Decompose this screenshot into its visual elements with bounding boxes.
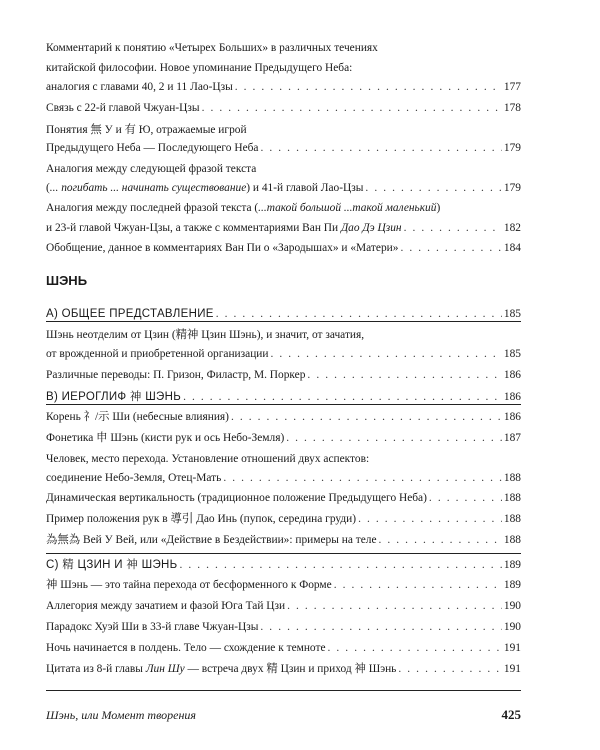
text-part: Аналогия между последней фразой текста ( xyxy=(46,202,259,214)
toc-entry-page: 188 xyxy=(503,534,521,546)
toc-entry-page: 185 xyxy=(503,348,521,360)
leader-dots xyxy=(231,410,502,424)
toc-entry xyxy=(46,41,521,55)
group-rule xyxy=(46,553,521,554)
leader-dots xyxy=(202,101,502,115)
toc-entry-page: 190 xyxy=(503,600,521,612)
leader-dots xyxy=(400,241,501,255)
toc-entry-text: Динамическая вертикальность (традиционное положение Предыдущего Неба) xyxy=(46,492,427,504)
toc-entry xyxy=(46,662,521,676)
toc-entry-text: 神 Шэнь — это тайна перехода от бесформенного к Форме xyxy=(46,579,332,591)
group-heading xyxy=(46,307,521,321)
toc-entry-text xyxy=(46,221,404,235)
leader-dots xyxy=(179,558,501,572)
toc-entry-text: Предыдущего Неба — Последующего Неба xyxy=(46,142,259,154)
toc-entry-text: Пример положения рук в 導引 Дао Инь (пупок, середина груди) xyxy=(46,513,357,525)
section-title: ШЭНЬ xyxy=(46,273,88,288)
toc-entry-text xyxy=(46,662,398,676)
toc-entry xyxy=(46,641,521,655)
toc-entry xyxy=(46,347,521,361)
toc-entry xyxy=(46,328,521,342)
leader-dots xyxy=(287,599,502,613)
toc-entry xyxy=(46,241,521,255)
toc-entry-page: 191 xyxy=(503,663,521,675)
toc-entry xyxy=(46,410,521,424)
toc-entry-page: 190 xyxy=(503,621,521,633)
group-heading-page: 185 xyxy=(503,308,521,320)
toc-entry xyxy=(46,471,521,485)
group-heading-text: B) ИЕРОГЛИФ 神 ШЭНЬ xyxy=(46,391,182,403)
group-heading-page: 189 xyxy=(503,559,521,571)
text-part: ) xyxy=(436,202,441,214)
toc-entry-text: Связь с 22-й главой Чжуан-Цзы xyxy=(46,102,200,114)
leader-dots xyxy=(365,181,501,195)
toc-entry xyxy=(46,578,521,592)
toc-entry-text: Шэнь неотделим от Цзин (精神 Цзин Шэнь), и значит, от зачатия, xyxy=(46,329,365,341)
toc-entry xyxy=(46,452,521,466)
toc-entry-page: 191 xyxy=(503,642,521,654)
toc-entry-page: 188 xyxy=(503,492,521,504)
group-rule xyxy=(46,321,521,322)
toc-entry xyxy=(46,533,521,547)
toc-entry xyxy=(46,368,521,382)
toc-entry-text: Человек, место перехода. Установление отношений двух аспектов: xyxy=(46,453,370,465)
toc-entry xyxy=(46,80,521,94)
toc-entry-page: 178 xyxy=(503,102,521,114)
toc-entry-text: Парадокс Хуэй Ши в 33-й главе Чжуан-Цзы xyxy=(46,621,259,633)
group-rule xyxy=(46,404,521,405)
toc-entry-text: Фонетика 申 Шэнь (кисти рук и ось Небо-Земля) xyxy=(46,432,285,444)
leader-dots xyxy=(286,431,502,445)
toc-entry xyxy=(46,221,521,235)
leader-dots xyxy=(398,662,502,676)
toc-entry xyxy=(46,512,521,526)
toc-entry xyxy=(46,101,521,115)
leader-dots xyxy=(429,491,502,505)
toc-entry xyxy=(46,431,521,445)
toc-entry-text: китайской философии. Новое упоминание Предыдущего Неба: xyxy=(46,62,353,74)
toc-entry-text: соединение Небо-Земля, Отец-Мать xyxy=(46,472,222,484)
leader-dots xyxy=(328,641,502,655)
toc-entry-page: 188 xyxy=(503,513,521,525)
leader-dots xyxy=(235,80,502,94)
leader-dots xyxy=(260,141,501,155)
text-part: и 23-й главой Чжуан-Цзы, а также с комментариями Ван Пи xyxy=(46,222,341,234)
toc-entry-text: Различные переводы: П. Гризон, Филастр, М. Поркер xyxy=(46,369,306,381)
toc-entry-page: 182 xyxy=(503,222,521,234)
footer-rule xyxy=(46,690,521,691)
toc-entry-text: Корень 礻/示 Ши (небесные влияния) xyxy=(46,411,229,423)
toc-entry xyxy=(46,141,521,155)
toc-entry-page: 188 xyxy=(503,472,521,484)
toc-entry-page: 189 xyxy=(503,579,521,591)
toc-entry-text: от врожденной и приобретенной организации xyxy=(46,348,269,360)
text-italic: ...такой большой ...такой маленький xyxy=(258,202,437,214)
toc-entry xyxy=(46,201,521,215)
toc-entry xyxy=(46,491,521,505)
leader-dots xyxy=(271,347,502,361)
toc-entry xyxy=(46,123,521,137)
toc-entry xyxy=(46,61,521,75)
leader-dots xyxy=(358,512,502,526)
leader-dots xyxy=(216,307,502,321)
toc-entry-page: 187 xyxy=(503,432,521,444)
toc-entry-page: 184 xyxy=(503,242,521,254)
toc-entry xyxy=(46,162,521,176)
leader-dots xyxy=(183,390,502,404)
toc-entry-text: Комментарий к понятию «Четырех Больших» в различных течениях xyxy=(46,42,378,54)
toc-entry-text: Обобщение, данное в комментариях Ван Пи о «Зародышах» и «Матери» xyxy=(46,242,399,254)
toc-entry-page: 186 xyxy=(503,411,521,423)
leader-dots xyxy=(307,368,501,382)
toc-entry-text: Ночь начинается в полдень. Тело — схождение к темноте xyxy=(46,642,326,654)
group-heading-page: 186 xyxy=(503,391,521,403)
toc-entry-text: аналогия с главами 40, 2 и 11 Лао-Цзы xyxy=(46,81,233,93)
leader-dots xyxy=(223,471,502,485)
text-part: ) и 41-й главой Лао-Цзы xyxy=(246,182,364,194)
toc-entry-page: 179 xyxy=(503,142,521,154)
leader-dots xyxy=(379,533,502,547)
leader-dots xyxy=(404,221,502,235)
toc-entry-page: 179 xyxy=(503,182,521,194)
group-heading-text: А) ОБЩЕЕ ПРЕДСТАВЛЕНИЕ xyxy=(46,308,214,320)
toc-entry-page: 177 xyxy=(503,81,521,93)
running-title: Шэнь, или Момент творения xyxy=(46,708,196,722)
toc-entry-text xyxy=(46,201,442,215)
text-part: Цитата из 8-й главы xyxy=(46,663,146,675)
page-number: 425 xyxy=(501,707,521,722)
group-heading xyxy=(46,558,521,572)
group-heading xyxy=(46,390,521,404)
toc-entry-text: Аналогия между следующей фразой текста xyxy=(46,163,257,175)
toc-entry-text: Понятия 無 У и 有 Ю, отражаемые игрой xyxy=(46,124,247,136)
toc-entry-text: Аллегория между зачатием и фазой Юга Тай Цзи xyxy=(46,600,286,612)
text-italic: Дао Дэ Цзин xyxy=(340,222,402,234)
toc-entry-text: 為無為 Вей У Вей, или «Действие в Бездействии»: примеры на теле xyxy=(46,534,377,546)
group-heading-text: С) 精 ЦЗИН И 神 ШЭНЬ xyxy=(46,559,178,571)
text-part: ( xyxy=(46,182,50,194)
leader-dots xyxy=(334,578,502,592)
text-part: — встреча двух 精 Цзин и приход 神 Шэнь xyxy=(184,663,397,675)
toc-entry xyxy=(46,599,521,613)
leader-dots xyxy=(260,620,502,634)
text-italic: Лин Шу xyxy=(145,663,185,675)
text-italic: ... погибать ... начинать существование xyxy=(49,182,247,194)
toc-entry xyxy=(46,181,521,195)
toc-entry xyxy=(46,620,521,634)
toc-entry-text xyxy=(46,181,365,195)
toc-entry-page: 186 xyxy=(503,369,521,381)
